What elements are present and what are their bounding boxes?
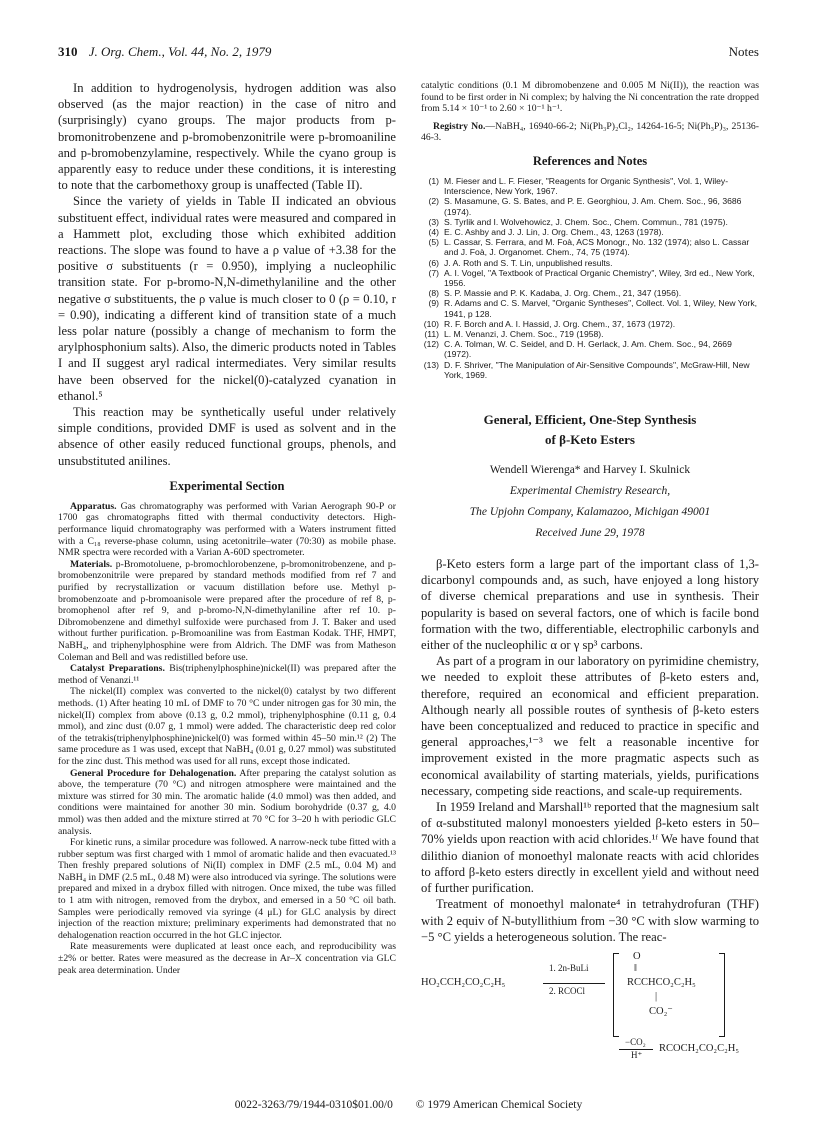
registry-numbers: [421, 121, 759, 144]
reference-item: (1) M. Fieser and L. F. Fieser, "Reagents for Organic Synthesis", Vol. 1, Wiley-Interscience, New York, 1967.: [428, 175, 729, 197]
run-in-heading: Apparatus.: [70, 500, 117, 512]
article-title: [421, 410, 759, 450]
reference-item: (4) E. C. Ashby and J. J. Lin, J. Org. Chem., 43, 1263 (1978).: [428, 226, 664, 237]
paragraph-text: After preparing the catalyst solution as above, the temperature (70 °C) and nitrogen atmosphere were maintained and the mixture was stirred for 30 min. The aromatic halide (4.0 mmol) was then added, and conditions were maintained for another 30 min. Sodium borohydride (0.37 g, 4.0 mmol) was then added and the mixture stirred at 70 °C for 3–20 h with periodic GLC analysis.: [58, 767, 397, 837]
reference-item: (2) S. Masamune, G. S. Bates, and P. E. Georghiou, J. Am. Chem. Soc., 96, 3686 (1974).: [428, 196, 742, 217]
page-header: [58, 44, 759, 62]
article-body: [421, 556, 759, 945]
article-byline: [421, 460, 759, 544]
page-footer: [0, 1099, 817, 1111]
run-in-heading: Catalyst Preparations.: [70, 663, 165, 675]
reference-item: (9) R. Adams and C. S. Marvel, "Organic Syntheses", Collect. Vol. 1, Wiley, New York, 1941, p 128.: [428, 298, 758, 319]
paragraph: [58, 663, 396, 686]
paragraph: [58, 768, 396, 838]
paragraph: Since the variety of yields in Table II indicated an obvious substituent effect, individual rates were measured and compared in a Hammett plot, excluding those which exhibited addition reactions. The slope was found to have a ρ value of +3.38 for the positive σ substituents (r = 0.950), implying a nucleophilic transition state. For p-bromo-N,N-dimethylaniline and the other negative σ substituents, the ρ value is much closer to 0 (ρ = 0.10, r = 0.90), indicating a different kind of transition state of a much less polar nature (possibly a change of mechanism to form the arylphosphonium salts). Also, the dimeric products noted in Tables I and II suggest aryl radical intermediates. Very similar results have been observed for the nickel(0)-catalyzed cyanation in ethanol.⁵: [58, 194, 396, 403]
registry-text: —NaBH₄, 16940-66-2; Ni(Ph₃P)₂Cl₂, 14264-16-5; Ni(Ph₃P)₃, 25136-46-3.: [421, 120, 760, 144]
reference-item: (5) L. Cassar, S. Ferrara, and M. Foà, ACS Monogr., No. 132 (1974); also L. Cassar and J. Foà, J. Organomet. Chem., 74, 75 (1974).: [428, 237, 750, 258]
reaction-scheme: [421, 949, 759, 1059]
reference-item: (3) S. Tyrlik and I. Wolvehowicz, J. Chem. Soc., Chem. Commun., 781 (1975).: [428, 216, 728, 227]
scheme-product: RCOCH₂CO₂C₂H₅: [659, 1042, 739, 1054]
paragraph: catalytic conditions (0.1 M dibromobenzene and 0.005 M Ni(II)), the reaction was found to be first order in Ni complex; by halving the Ni concentration the rate dropped from 5.14 × 10⁻¹ to 2.60 × 10⁻¹ h⁻¹.: [421, 80, 759, 115]
paragraph-text: p-Bromotoluene, p-bromochlorobenzene, p-bromonitrobenzene, and p-bromobenzonitrile were prepared by standard methods modified from ref 7 and purified by recrystallization or vacuum distillation before use. Methyl p-bromobenzoate and p-bromoanisole were prepared after the procedure of ref 8, p-bromophenol after ref 9, and p-bromo-N,N-dimethylaniline after ref 10. p-Dibromobenzene and dimethyl sulfoxide were purchased from J. T. Baker and used without further purification. p-Bromoaniline was from Eastman Kodak. THF, HMPT, NaBH₄, and triphenylphosphine were from Aldrich. The DMF was from Matheson Coleman and Bell and was redistilled before use.: [58, 558, 396, 663]
experimental-heading: Experimental Section: [169, 478, 285, 493]
paragraph-text: Gas chromatography was performed with Varian Aerograph 90-P or 1700 gas chromatographs fitted with thermal conductivity detectors. High-performance liquid chromatography was performed with a Waters instrument fitted with a C₁₈ reverse-phase column, using acetonitrile–water (70:30) as mobile phase. NMR spectra were recorded with a Varian A-60D spectrometer.: [58, 500, 396, 559]
authors: Wendell Wierenga* and Harvey I. Skulnick: [489, 464, 691, 477]
paragraph: As part of a program in our laboratory on pyrimidine chemistry, we needed to exploit these attributes of β-keto esters and, therefore, required an economical and efficient preparation. Although nearly all possible routes of synthesis of β-keto esters have been conceptualized and reduced to practice in specific and general approaches,¹⁻³ we felt a reasonable incentive for improvement existed in the more pragmatic aspects such as economical availability of starting materials, yields, purifications necessary, competing side reactions, and scale-up requirements.: [421, 654, 759, 798]
continuation-text: [421, 80, 759, 144]
scheme-oxygen: O: [633, 950, 641, 962]
paragraph: Rate measurements were duplicated at least once each, and reproducibility was ±2% or better. Rates were measured as the decrease in Ar–X concentration via GLC peak area determination. Under: [58, 941, 396, 976]
registry-label: Registry No.: [433, 120, 486, 132]
scheme-bracket-left: [613, 953, 619, 1037]
article-title-line: General, Efficient, One-Step Synthesis: [483, 412, 697, 428]
intro-text: [58, 80, 396, 469]
page-number: 310: [58, 44, 78, 59]
affiliation: The Upjohn Company, Kalamazoo, Michigan 49001: [469, 506, 711, 519]
scheme-single-bond: |: [655, 990, 658, 1002]
references-heading: References and Notes: [532, 153, 648, 168]
reaction-arrow-1: [543, 983, 605, 984]
paragraph: Treatment of monoethyl malonate⁴ in tetrahydrofuran (THF) with 2 equiv of N-butyllithium from −30 °C with slow warming to −5 °C yields a heterogeneous solution. The reac-: [421, 897, 759, 944]
reference-item: (12) C. A. Tolman, W. C. Seidel, and D. H. Gerlack, J. Am. Chem. Soc., 94, 2669 (1972).: [423, 339, 732, 360]
reference-item: (6) J. A. Roth and S. T. Lin, unpublished results.: [428, 257, 613, 268]
run-in-heading: General Procedure for Dehalogenation.: [70, 767, 237, 779]
scheme-condition-top: −CO₂: [625, 1036, 646, 1047]
paragraph-text: Bis(triphenylphosphine)nickel(II) was prepared after the method of Venanzi.¹¹: [58, 663, 396, 686]
copyright: © 1979 American Chemical Society: [415, 1099, 583, 1111]
article-title-line: of β-Keto Esters: [545, 432, 635, 448]
scheme-step-1: 1. 2n-BuLi: [549, 962, 589, 973]
reference-item: (10) R. F. Borch and A. I. Hassid, J. Org. Chem., 37, 1673 (1972).: [423, 318, 676, 329]
scheme-step-2: 2. RCOCl: [549, 985, 586, 996]
scheme-double-bond: ‖: [634, 962, 637, 974]
scheme-bracket-right: [719, 953, 725, 1037]
paragraph: The nickel(II) complex was converted to the nickel(0) catalyst by two different methods. (1) After heating 10 mL of DMF to 70 °C under nitrogen gas for 30 min, the nickel(II) complex from above (0.13 g, 0.2 mmol), triphenylphosphine (0.11 g, 0.4 mmol), and zinc dust (0.07 g, 1 mmol) were added. The characteristic deep red color of the tetrakis(triphenylphosphine)nickel(0) was formed within 45–50 min.¹² (2) The same procedure as 1 was used, except that NaBH₄ (0.01 g, 0.27 mmol) was substituted for the zinc dust. This method was used for all runs, except those indicated.: [58, 686, 396, 767]
paragraph: For kinetic runs, a similar procedure was followed. A narrow-neck tube fitted with a rubber septum was first charged with 1 mmol of aromatic halide and then evacuated.¹³ Then freshly prepared solutions of Ni(II) complex in DMF (2.5 mL, 0.04 M) and NaBH₄ in DMF (2.5 mL, 0.48 M) were also introduced via syringe. The solutions were prepared and mixed in a drybox filled with nitrogen. Once mixed, the tube was filled to 1 atm with nitrogen, removed from the drybox, and emersed in a 50 °C oil bath. Samples were periodically removed via syringe (4 μL) for GLC analysis by direct injection of the reaction mixture; preliminary experiments had demonstrated that no dehalogenation reaction occurred in the hot GLC injector.: [58, 837, 396, 941]
paragraph: [58, 559, 396, 663]
reference-item: (7) A. I. Vogel, "A Textbook of Practical Organic Chemistry", Wiley, 3rd ed., New York, 1956.: [428, 267, 755, 288]
paragraph: [58, 501, 396, 559]
journal-citation: J. Org. Chem., Vol. 44, No. 2, 1979: [88, 44, 272, 59]
reference-list: [421, 176, 759, 380]
paragraph: In addition to hydrogenolysis, hydrogen addition was also observed (as the major reaction) in the case of nitro and (surprisingly) cyano groups. The major products from p-bromonitrobenzene and p-bromobenzonitrile were p-bromoaniline and p-bromobenzylamine, respectively. While the cyano group is apparently easy to reduce under these conditions, it is interesting to note that the carbomethoxy group is unaffected (Table II).: [58, 81, 396, 193]
scheme-reactant: HO₂CCH₂CO₂C₂H₅: [421, 976, 506, 988]
paragraph: This reaction may be synthetically useful under relatively simple conditions, provided DMF is used as solvent and in the absence of other easily reduced functional groups, phenols, and unsubstituted anilines.: [58, 405, 396, 468]
received-date: Received June 29, 1978: [535, 527, 645, 540]
paragraph: In 1959 Ireland and Marshall¹ᵇ reported that the magnesium salt of α-substituted malonyl monoesters yielded β-keto esters in 50–70% yields upon reaction with acid chlorides.¹ᶠ We have found that dilithio dianion of monoethyl malonate reacts with acid chlorides to afford β-keto esters directly in excellent yield and without need of further purification.: [421, 800, 759, 896]
affiliation: Experimental Chemistry Research,: [509, 485, 671, 498]
paragraph: β-Keto esters form a large part of the important class of 1,3-dicarbonyl compounds and, as such, have enjoyed a long history of diverse chemical preparations and use in synthesis. Their popularity is based on several factors, one of which is facile bond formation with the two, differentiable, electrophilic carbonyls and either of the nucleophilic α or γ sp³ carbons.: [421, 557, 759, 653]
reference-item: (8) S. P. Massie and P. K. Kadaba, J. Org. Chem., 21, 347 (1956).: [428, 288, 682, 299]
reference-item: (11) L. M. Venanzi, J. Chem. Soc., 719 (1958).: [424, 329, 604, 340]
scheme-intermediate: RCCHCO₂C₂H₅: [627, 976, 696, 988]
article-code: 0022-3263/79/1944-0310$01.00/0: [234, 1099, 393, 1111]
scheme-condition-bottom: H⁺: [631, 1049, 643, 1060]
experimental-text: [58, 501, 396, 976]
left-column: [58, 80, 396, 976]
right-column: [421, 80, 759, 1059]
run-in-heading: Materials.: [70, 558, 113, 570]
section-label: Notes: [728, 44, 759, 59]
scheme-carboxylate: CO₂⁻: [649, 1005, 673, 1017]
reference-item: (13) D. F. Shriver, "The Manipulation of Air-Sensitive Compounds", McGraw-Hill, New York, 1969.: [423, 359, 750, 380]
